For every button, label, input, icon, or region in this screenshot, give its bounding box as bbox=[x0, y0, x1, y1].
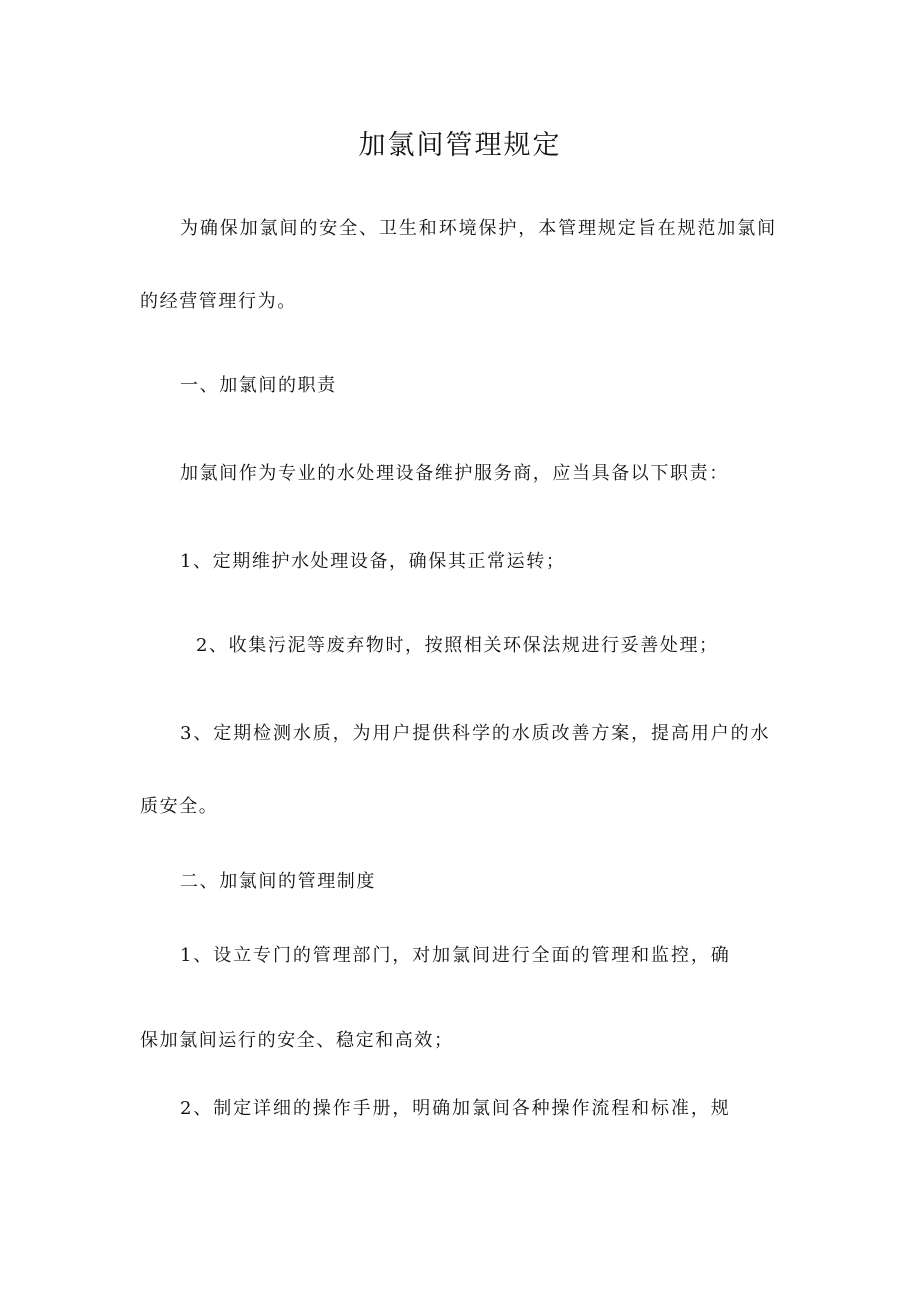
duty-item-2: 2、收集污泥等废弃物时，按照相关环保法规进行妥善处理； bbox=[196, 635, 719, 656]
duty-item-1: 1、定期维护水处理设备，确保其正常运转； bbox=[180, 551, 566, 572]
section-heading-duties: 一、加氯间的职责 bbox=[180, 375, 337, 396]
duty-item-3-line-1: 3、定期检测水质，为用户提供科学的水质改善方案，提高用户的水 bbox=[180, 723, 771, 744]
duties-intro: 加氯间作为专业的水处理设备维护服务商，应当具备以下职责： bbox=[180, 463, 729, 484]
management-item-1-line-2: 保加氯间运行的安全、稳定和高效； bbox=[140, 1030, 454, 1051]
page-title: 加氯间管理规定 bbox=[358, 130, 562, 161]
management-item-1-line-1: 1、设立专门的管理部门，对加氯间进行全面的管理和监控，确 bbox=[180, 945, 731, 966]
section-heading-management: 二、加氯间的管理制度 bbox=[180, 871, 376, 892]
intro-paragraph-line-2: 的经营管理行为。 bbox=[140, 291, 297, 312]
management-item-2-line-1: 2、制定详细的操作手册，明确加氯间各种操作流程和标准，规 bbox=[180, 1098, 731, 1119]
intro-paragraph-line-1: 为确保加氯间的安全、卫生和环境保护，本管理规定旨在规范加氯间 bbox=[180, 218, 777, 239]
duty-item-3-line-2: 质安全。 bbox=[140, 796, 219, 817]
